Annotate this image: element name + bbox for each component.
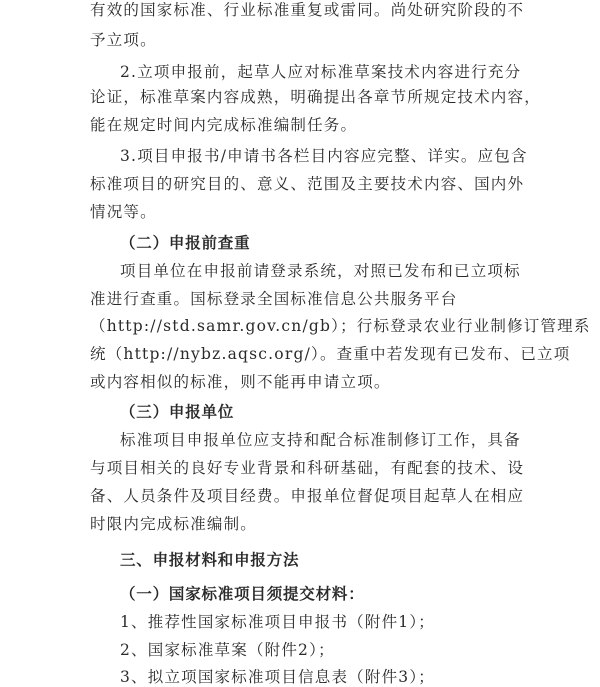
text-line: 予立项。 bbox=[90, 31, 157, 49]
chapter-heading: 三、申报材料和申报方法 bbox=[120, 551, 300, 569]
text-line: 与项目相关的良好专业背景和科研基础，有配套的技术、设 bbox=[90, 459, 525, 477]
text-line: （http://std.samr.gov.cn/gb）；行标登录农业行业制修订管理系 bbox=[90, 317, 591, 335]
list-item: 1、推荐性国家标准项目申报书（附件1）； bbox=[120, 613, 435, 631]
text-line: 准进行查重。国标登录全国标准信息公共服务平台 bbox=[90, 290, 458, 308]
text-line: 能在规定时间内完成标准编制任务。 bbox=[90, 116, 358, 134]
text-line: 项目单位在申报前请登录系统，对照已发布和已立项标 bbox=[120, 262, 521, 280]
text-line: 统（http://nybz.aqsc.org/）。查重中若发现有已发布、已立项 bbox=[90, 345, 571, 363]
list-item: 2、国家标准草案（附件2）； bbox=[120, 641, 335, 659]
section-heading: （二）申报前查重 bbox=[120, 234, 251, 252]
text-line: 或内容相似的标准，则不能再申请立项。 bbox=[90, 373, 391, 391]
text-line: 备、人员条件及项目经费。申报单位督促项目起草人在相应 bbox=[90, 487, 525, 505]
text-line: 情况等。 bbox=[90, 203, 157, 221]
text-line: 3.项目申报书/申请书各栏目内容应完整、详实。应包含 bbox=[120, 147, 528, 165]
text-line: 论证，标准草案内容成熟，明确提出各章节所规定技术内容， bbox=[90, 88, 541, 106]
text-line: 时限内完成标准编制。 bbox=[90, 515, 258, 533]
section-heading: （一）国家标准项目须提交材料： bbox=[120, 585, 365, 603]
text-line: 标准项目的研究目的、意义、范围及主要技术内容、国内外 bbox=[90, 175, 525, 193]
text-line: 2.立项申报前，起草人应对标准草案技术内容进行充分 bbox=[120, 63, 522, 81]
text-line: 有效的国家标准、行业标准重复或雷同。尚处研究阶段的不 bbox=[90, 1, 525, 19]
section-heading: （三）申报单位 bbox=[120, 403, 235, 421]
list-item: 3、拟立项国家标准项目信息表（附件3）； bbox=[120, 668, 435, 686]
text-line: 标准项目申报单位应支持和配合标准制修订工作，具备 bbox=[120, 431, 521, 449]
